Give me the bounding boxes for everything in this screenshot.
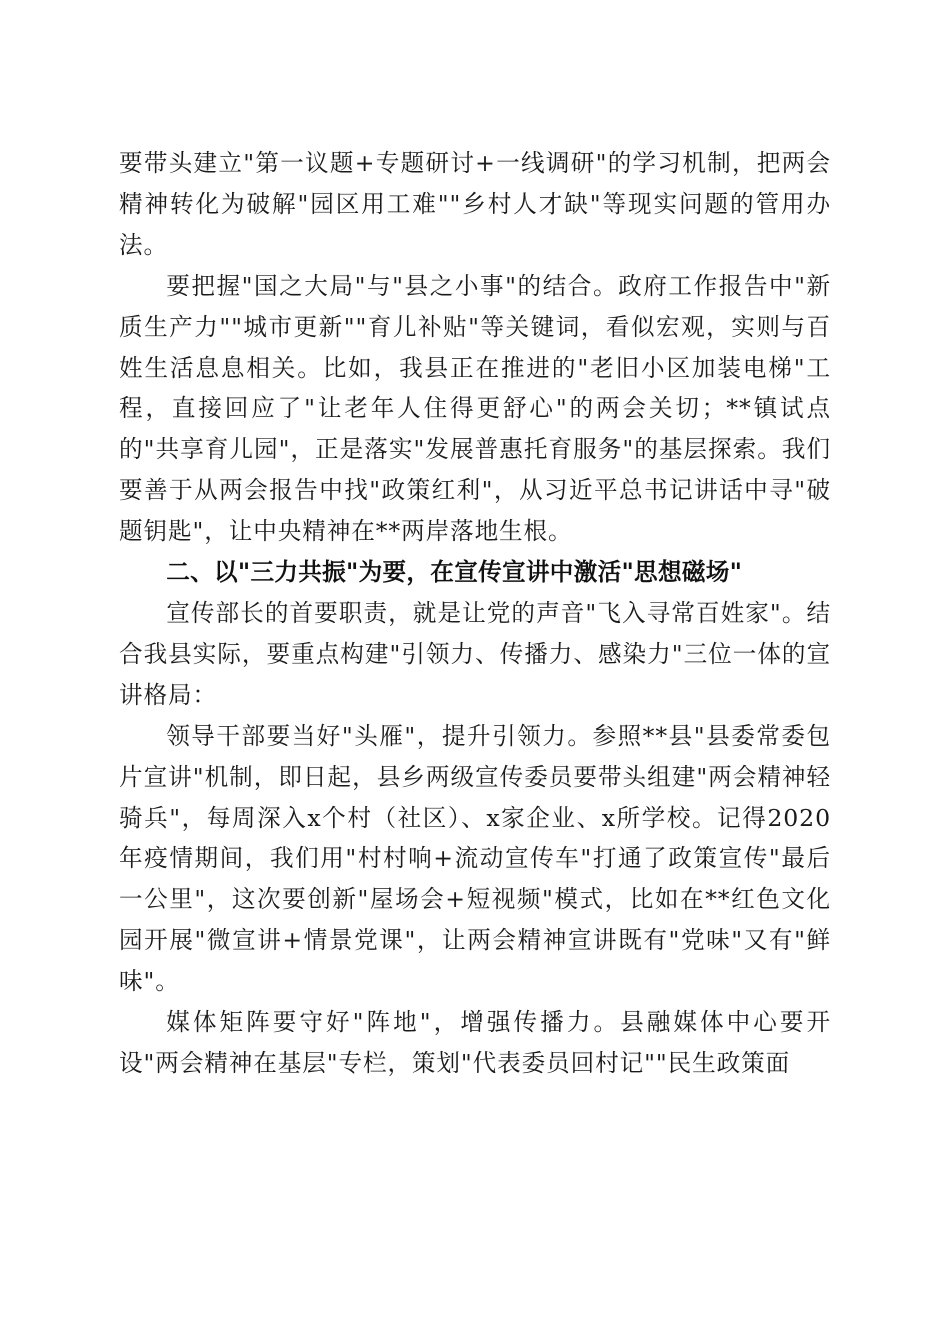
paragraph-learning-mechanism: 要带头建立"第一议题+专题研讨+一线调研"的学习机制，把两会精神转化为破解"园区用工难""乡村人才缺"等现实问题的管用办法。 (119, 149, 831, 259)
paragraph-media-matrix: 媒体矩阵要守好"阵地"，增强传播力。县融媒体中心要开设"两会精神在基层"专栏，策划"代表委员回村记""民生政策面 (119, 1008, 831, 1077)
section-heading-two: 二、以"三力共振"为要，在宣传宣讲中激活"思想磁场" (166, 558, 743, 587)
document-page (119, 143, 831, 1084)
paragraph-national-county-combination: 要把握"国之大局"与"县之小事"的结合。政府工作报告中"新质生产力""城市更新""育儿补贴"等关键词，看似宏观，实则与百姓生活息息相关。比如，我县正在推进的"老旧小区加装电梯"工程，直接回应了"让老年人住得更舒心"的两会关切；**镇试点的"共享育儿园"，正是落实"发展普惠托育服务"的基层探索。我们要善于从两会报告中找"政策红利"，从习近平总书记讲话中寻"破题钥匙"，让中央精神在**两岸落地生根。 (119, 271, 831, 546)
paragraph-leading-cadres: 领导干部要当好"头雁"，提升引领力。参照**县"县委常委包片宣讲"机制，即日起，县乡两级宣传委员要带头组建"两会精神轻骑兵"，每周深入x个村（社区）、x家企业、x所学校。记得2020年疫情期间，我们用"村村响+流动宣传车"打通了政策宣传"最后一公里"，这次要创新"屋场会+短视频"模式，比如在**红色文化园开展"微宣讲+情景党课"，让两会精神宣讲既有"党味"又有"鲜味"。 (119, 721, 831, 996)
paragraph-propaganda-duty: 宣传部长的首要职责，就是让党的声音"飞入寻常百姓家"。结合我县实际，要重点构建"引领力、传播力、感染力"三位一体的宣讲格局： (119, 598, 831, 709)
